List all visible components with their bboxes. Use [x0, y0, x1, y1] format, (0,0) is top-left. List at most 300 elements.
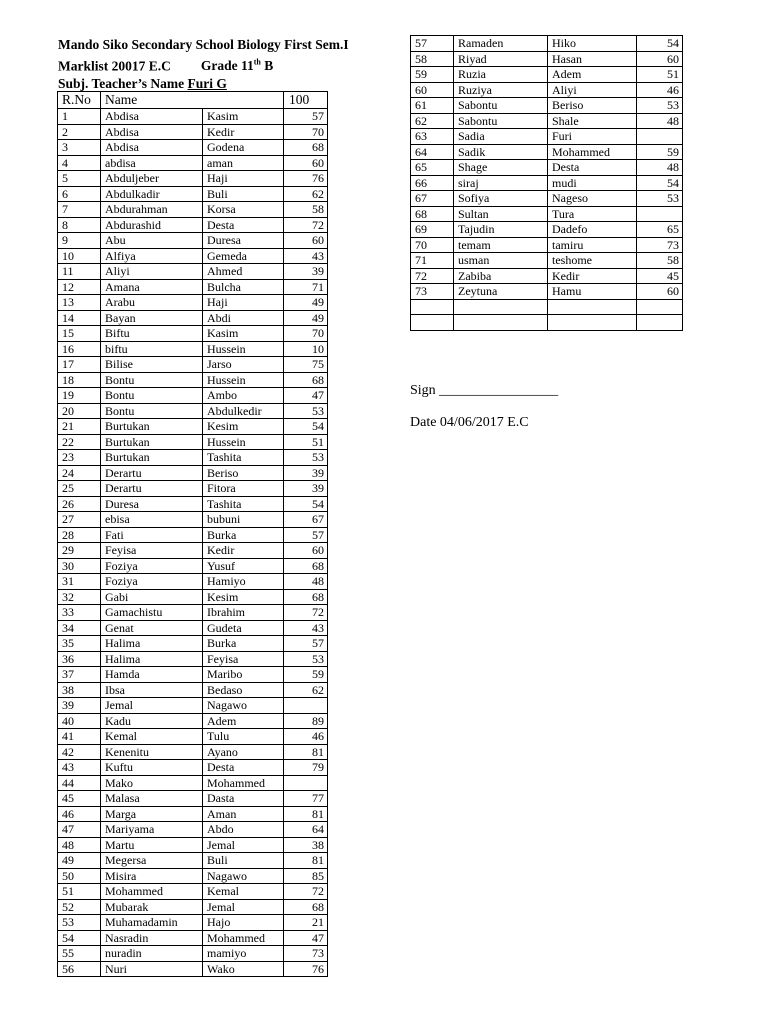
- last-name-cell: Beriso: [203, 465, 284, 481]
- score-cell: 10: [284, 341, 328, 357]
- last-name-cell: Nagawo: [203, 868, 284, 884]
- score-cell: 71: [284, 279, 328, 295]
- last-name-cell: Gudeta: [203, 620, 284, 636]
- table-row: [58, 481, 328, 497]
- row-number-cell: 13: [58, 295, 101, 311]
- table-row: [58, 946, 328, 962]
- score-cell: 47: [284, 930, 328, 946]
- row-number-cell: 10: [58, 248, 101, 264]
- marklist-table-right: [410, 35, 683, 331]
- table-row: [411, 129, 683, 145]
- last-name-cell: Aman: [203, 806, 284, 822]
- last-name-cell: Jemal: [203, 899, 284, 915]
- last-name-cell: Desta: [203, 217, 284, 233]
- marklist-table-left: [57, 91, 328, 977]
- last-name-cell: Nageso: [548, 191, 637, 207]
- last-name-cell: Mohammed: [203, 930, 284, 946]
- table-row: [58, 667, 328, 683]
- last-name-cell: Ahmed: [203, 264, 284, 280]
- row-number-cell: 29: [58, 543, 101, 559]
- row-number-cell: 54: [58, 930, 101, 946]
- row-number-cell: 40: [58, 713, 101, 729]
- first-name-cell: Burtukan: [101, 450, 203, 466]
- teacher-label: Subj. Teacher’s Name: [58, 75, 188, 91]
- score-cell: 53: [284, 450, 328, 466]
- score-cell: 46: [284, 729, 328, 745]
- row-number-cell: 15: [58, 326, 101, 342]
- score-cell: 68: [284, 558, 328, 574]
- last-name-cell: bubuni: [203, 512, 284, 528]
- score-cell: 43: [284, 248, 328, 264]
- score-cell: 58: [284, 202, 328, 218]
- last-name-cell: Hajo: [203, 915, 284, 931]
- table-row: [58, 279, 328, 295]
- table-row: [58, 310, 328, 326]
- first-name-cell: Abdisa: [101, 140, 203, 156]
- last-name-cell: mudi: [548, 175, 637, 191]
- row-number-cell: 46: [58, 806, 101, 822]
- empty-cell: [411, 299, 454, 315]
- first-name-cell: siraj: [454, 175, 548, 191]
- row-number-cell: 61: [411, 98, 454, 114]
- marklist-label: Marklist 20017 E.C: [58, 58, 171, 73]
- score-cell: 72: [284, 884, 328, 900]
- score-cell: 58: [637, 253, 683, 269]
- row-number-cell: 59: [411, 67, 454, 83]
- score-cell: 85: [284, 868, 328, 884]
- table-row: [58, 171, 328, 187]
- last-name-cell: Hamu: [548, 284, 637, 300]
- row-number-cell: 56: [58, 961, 101, 977]
- score-cell: 49: [284, 310, 328, 326]
- first-name-cell: Alfiya: [101, 248, 203, 264]
- first-name-cell: Derartu: [101, 465, 203, 481]
- score-cell: 53: [637, 191, 683, 207]
- last-name-cell: Burka: [203, 636, 284, 652]
- score-cell: 54: [637, 175, 683, 191]
- row-number-cell: 33: [58, 605, 101, 621]
- name-header: Name: [101, 92, 203, 109]
- table-row: [58, 403, 328, 419]
- last-name-cell: Furi: [548, 129, 637, 145]
- last-name-cell: Korsa: [203, 202, 284, 218]
- score-cell: 75: [284, 357, 328, 373]
- first-name-cell: Bayan: [101, 310, 203, 326]
- table-row: [58, 202, 328, 218]
- row-number-cell: 60: [411, 82, 454, 98]
- last-name-cell: Bedaso: [203, 682, 284, 698]
- last-name-cell: Burka: [203, 527, 284, 543]
- row-number-cell: 63: [411, 129, 454, 145]
- row-number-cell: 41: [58, 729, 101, 745]
- table-row: [411, 36, 683, 52]
- table-row: [58, 155, 328, 171]
- table-row: [58, 527, 328, 543]
- empty-cell: [454, 299, 548, 315]
- first-name-cell: Sofiya: [454, 191, 548, 207]
- table-row: [58, 372, 328, 388]
- row-number-cell: 31: [58, 574, 101, 590]
- last-name-cell: Hussein: [203, 434, 284, 450]
- row-number-cell: 44: [58, 775, 101, 791]
- first-name-cell: Abdisa: [101, 124, 203, 140]
- score-cell: 68: [284, 589, 328, 605]
- row-number-cell: 67: [411, 191, 454, 207]
- score-cell: 59: [637, 144, 683, 160]
- first-name-cell: Kuftu: [101, 760, 203, 776]
- score-cell: 62: [284, 186, 328, 202]
- max-score-header: 100: [284, 92, 328, 109]
- first-name-cell: Biftu: [101, 326, 203, 342]
- last-name-cell: Ayano: [203, 744, 284, 760]
- last-name-cell: Kedir: [203, 543, 284, 559]
- score-cell: 43: [284, 620, 328, 636]
- table-row: [58, 357, 328, 373]
- score-cell: [284, 698, 328, 714]
- first-name-cell: Ruziya: [454, 82, 548, 98]
- table-row: [58, 620, 328, 636]
- row-number-cell: 50: [58, 868, 101, 884]
- table-row: [411, 160, 683, 176]
- first-name-cell: Burtukan: [101, 419, 203, 435]
- row-number-cell: 53: [58, 915, 101, 931]
- score-cell: 54: [284, 496, 328, 512]
- score-cell: 49: [284, 295, 328, 311]
- last-name-cell: Mohammed: [548, 144, 637, 160]
- last-name-cell: Jemal: [203, 837, 284, 853]
- table-row: [58, 388, 328, 404]
- table-row: [58, 744, 328, 760]
- row-number-cell: 71: [411, 253, 454, 269]
- row-number-cell: 11: [58, 264, 101, 280]
- first-name-cell: Fati: [101, 527, 203, 543]
- last-name-cell: Tashita: [203, 496, 284, 512]
- table-row: [411, 175, 683, 191]
- table-row: [58, 698, 328, 714]
- score-cell: 72: [284, 217, 328, 233]
- score-cell: [637, 129, 683, 145]
- score-cell: 59: [284, 667, 328, 683]
- first-name-cell: Halima: [101, 636, 203, 652]
- score-cell: 57: [284, 109, 328, 125]
- first-name-cell: Abdurahman: [101, 202, 203, 218]
- last-name-cell: Hamiyo: [203, 574, 284, 590]
- table-row: [58, 713, 328, 729]
- row-number-cell: 23: [58, 450, 101, 466]
- score-cell: 60: [637, 284, 683, 300]
- last-name-cell: Desta: [203, 760, 284, 776]
- table-row: [58, 295, 328, 311]
- table-row: [58, 930, 328, 946]
- last-name-cell: Hiko: [548, 36, 637, 52]
- row-number-cell: 20: [58, 403, 101, 419]
- score-cell: 54: [284, 419, 328, 435]
- school-title: Mando Siko Secondary School Biology First Sem.I: [58, 37, 349, 52]
- row-number-cell: 66: [411, 175, 454, 191]
- empty-cell: [454, 315, 548, 331]
- first-name-cell: Foziya: [101, 558, 203, 574]
- score-cell: 21: [284, 915, 328, 931]
- score-cell: 65: [637, 222, 683, 238]
- score-cell: 77: [284, 791, 328, 807]
- last-name-cell: Kesim: [203, 419, 284, 435]
- row-number-cell: 64: [411, 144, 454, 160]
- table-row: [58, 465, 328, 481]
- empty-row: [411, 299, 683, 315]
- table-row: [58, 837, 328, 853]
- first-name-cell: ebisa: [101, 512, 203, 528]
- table-row: [411, 284, 683, 300]
- row-number-cell: 14: [58, 310, 101, 326]
- first-name-cell: Abdulkadir: [101, 186, 203, 202]
- score-cell: 51: [284, 434, 328, 450]
- score-cell: 48: [284, 574, 328, 590]
- first-name-cell: Kenenitu: [101, 744, 203, 760]
- table-row: [58, 558, 328, 574]
- first-name-cell: Arabu: [101, 295, 203, 311]
- score-cell: 60: [637, 51, 683, 67]
- row-number-cell: 30: [58, 558, 101, 574]
- score-cell: 39: [284, 465, 328, 481]
- first-name-cell: temam: [454, 237, 548, 253]
- score-cell: 38: [284, 837, 328, 853]
- table-row: [58, 264, 328, 280]
- first-name-cell: Sadik: [454, 144, 548, 160]
- last-name-cell: Yusuf: [203, 558, 284, 574]
- first-name-cell: Ruzia: [454, 67, 548, 83]
- score-cell: 60: [284, 155, 328, 171]
- first-name-cell: Jemal: [101, 698, 203, 714]
- table-row: [58, 853, 328, 869]
- last-name-cell: Dasta: [203, 791, 284, 807]
- table-row: [58, 217, 328, 233]
- last-name-cell: Hussein: [203, 372, 284, 388]
- score-cell: 68: [284, 899, 328, 915]
- last-name-cell: Kesim: [203, 589, 284, 605]
- first-name-cell: Shage: [454, 160, 548, 176]
- first-name-cell: Mariyama: [101, 822, 203, 838]
- score-cell: 67: [284, 512, 328, 528]
- row-number-cell: 51: [58, 884, 101, 900]
- last-name-cell: Tura: [548, 206, 637, 222]
- score-cell: 68: [284, 140, 328, 156]
- row-number-cell: 7: [58, 202, 101, 218]
- table-row: [58, 512, 328, 528]
- last-name-cell: Beriso: [548, 98, 637, 114]
- last-name-cell: Kasim: [203, 109, 284, 125]
- score-cell: 57: [284, 636, 328, 652]
- score-cell: 76: [284, 171, 328, 187]
- score-cell: 48: [637, 113, 683, 129]
- first-name-cell: Hamda: [101, 667, 203, 683]
- table-row: [58, 326, 328, 342]
- row-number-cell: 6: [58, 186, 101, 202]
- first-name-cell: Bontu: [101, 372, 203, 388]
- row-number-cell: 28: [58, 527, 101, 543]
- first-name-cell: Kadu: [101, 713, 203, 729]
- last-name-cell: Abdo: [203, 822, 284, 838]
- last-name-cell: Abdulkedir: [203, 403, 284, 419]
- first-name-cell: Sabontu: [454, 98, 548, 114]
- date-line: Date 04/06/2017 E.C: [410, 415, 529, 430]
- row-number-cell: 39: [58, 698, 101, 714]
- row-number-cell: 49: [58, 853, 101, 869]
- row-number-cell: 26: [58, 496, 101, 512]
- row-number-cell: 12: [58, 279, 101, 295]
- last-name-cell: Shale: [548, 113, 637, 129]
- row-number-cell: 38: [58, 682, 101, 698]
- table-row: [58, 543, 328, 559]
- score-cell: 53: [284, 651, 328, 667]
- first-name-cell: Gamachistu: [101, 605, 203, 621]
- table-row: [58, 636, 328, 652]
- score-cell: 72: [284, 605, 328, 621]
- first-name-cell: Genat: [101, 620, 203, 636]
- first-name-cell: Mubarak: [101, 899, 203, 915]
- row-number-cell: 65: [411, 160, 454, 176]
- table-row: [58, 806, 328, 822]
- last-name-cell: aman: [203, 155, 284, 171]
- first-name-cell: Halima: [101, 651, 203, 667]
- table-row: [58, 450, 328, 466]
- table-row: [58, 434, 328, 450]
- last-name-cell: tamiru: [548, 237, 637, 253]
- row-number-cell: 22: [58, 434, 101, 450]
- first-name-cell: Muhamadamin: [101, 915, 203, 931]
- row-number-cell: 57: [411, 36, 454, 52]
- table-row: [411, 206, 683, 222]
- last-name-cell: Adem: [203, 713, 284, 729]
- first-name-cell: Aliyi: [101, 264, 203, 280]
- table-row: [411, 191, 683, 207]
- score-cell: [637, 206, 683, 222]
- row-number-cell: 32: [58, 589, 101, 605]
- score-cell: 39: [284, 481, 328, 497]
- row-number-cell: 69: [411, 222, 454, 238]
- last-name-cell: Gemeda: [203, 248, 284, 264]
- row-number-cell: 3: [58, 140, 101, 156]
- first-name-cell: Kemal: [101, 729, 203, 745]
- first-name-cell: Sadia: [454, 129, 548, 145]
- score-cell: 81: [284, 853, 328, 869]
- row-number-cell: 68: [411, 206, 454, 222]
- row-number-cell: 18: [58, 372, 101, 388]
- row-number-cell: 42: [58, 744, 101, 760]
- row-number-cell: 27: [58, 512, 101, 528]
- row-number-cell: 72: [411, 268, 454, 284]
- table-row: [58, 574, 328, 590]
- table-header-row: [58, 92, 328, 109]
- table-row: [58, 341, 328, 357]
- score-cell: 64: [284, 822, 328, 838]
- score-cell: 81: [284, 744, 328, 760]
- table-row: [411, 67, 683, 83]
- last-name-cell: Hussein: [203, 341, 284, 357]
- row-number-cell: 35: [58, 636, 101, 652]
- table-row: [411, 82, 683, 98]
- table-row: [411, 98, 683, 114]
- last-name-cell: Bulcha: [203, 279, 284, 295]
- table-row: [58, 791, 328, 807]
- table-row: [58, 760, 328, 776]
- first-name-cell: biftu: [101, 341, 203, 357]
- table-row: [58, 961, 328, 977]
- last-name-cell: Mohammed: [203, 775, 284, 791]
- row-number-cell: 47: [58, 822, 101, 838]
- score-cell: 48: [637, 160, 683, 176]
- last-name-cell: Buli: [203, 186, 284, 202]
- marklist-line: [58, 54, 349, 75]
- row-number-cell: 19: [58, 388, 101, 404]
- teacher-line: [58, 75, 349, 93]
- grade-label: Grade 11th B: [200, 57, 274, 73]
- first-name-cell: Mohammed: [101, 884, 203, 900]
- score-cell: 79: [284, 760, 328, 776]
- score-cell: 60: [284, 543, 328, 559]
- table-row: [58, 419, 328, 435]
- first-name-cell: abdisa: [101, 155, 203, 171]
- row-number-cell: 4: [58, 155, 101, 171]
- score-cell: 76: [284, 961, 328, 977]
- score-cell: 73: [284, 946, 328, 962]
- row-number-cell: 16: [58, 341, 101, 357]
- first-name-cell: Zabiba: [454, 268, 548, 284]
- table-row: [411, 51, 683, 67]
- first-name-cell: Marga: [101, 806, 203, 822]
- table-row: [58, 822, 328, 838]
- first-name-cell: Nasradin: [101, 930, 203, 946]
- score-cell: 70: [284, 124, 328, 140]
- row-number-cell: 62: [411, 113, 454, 129]
- teacher-name: Furi G: [187, 75, 227, 91]
- last-name-cell: Tulu: [203, 729, 284, 745]
- score-cell: 39: [284, 264, 328, 280]
- first-name-cell: Ibsa: [101, 682, 203, 698]
- first-name-cell: Bontu: [101, 403, 203, 419]
- table-row: [58, 775, 328, 791]
- table-row: [58, 140, 328, 156]
- last-name-cell: Dadefo: [548, 222, 637, 238]
- signature-line: Sign _________________: [410, 383, 559, 398]
- score-cell: 53: [284, 403, 328, 419]
- first-name-cell: Martu: [101, 837, 203, 853]
- row-number-cell: 21: [58, 419, 101, 435]
- first-name-cell: usman: [454, 253, 548, 269]
- row-number-cell: 45: [58, 791, 101, 807]
- row-number-cell: 37: [58, 667, 101, 683]
- last-name-cell: Duresa: [203, 233, 284, 249]
- first-name-cell: Abdisa: [101, 109, 203, 125]
- first-name-cell: Sultan: [454, 206, 548, 222]
- last-name-cell: Jarso: [203, 357, 284, 373]
- last-name-cell: Godena: [203, 140, 284, 156]
- last-name-cell: Fitora: [203, 481, 284, 497]
- last-name-cell: Kedir: [203, 124, 284, 140]
- first-name-cell: Tajudin: [454, 222, 548, 238]
- empty-cell: [411, 315, 454, 331]
- table-row: [411, 268, 683, 284]
- first-name-cell: Abduljeber: [101, 171, 203, 187]
- first-name-cell: Zeytuna: [454, 284, 548, 300]
- score-cell: 46: [637, 82, 683, 98]
- table-row: [58, 915, 328, 931]
- last-name-cell: Maribo: [203, 667, 284, 683]
- score-cell: 60: [284, 233, 328, 249]
- rno-header: R.No: [58, 92, 101, 109]
- row-number-cell: 17: [58, 357, 101, 373]
- score-cell: 62: [284, 682, 328, 698]
- last-name-cell: Haji: [203, 295, 284, 311]
